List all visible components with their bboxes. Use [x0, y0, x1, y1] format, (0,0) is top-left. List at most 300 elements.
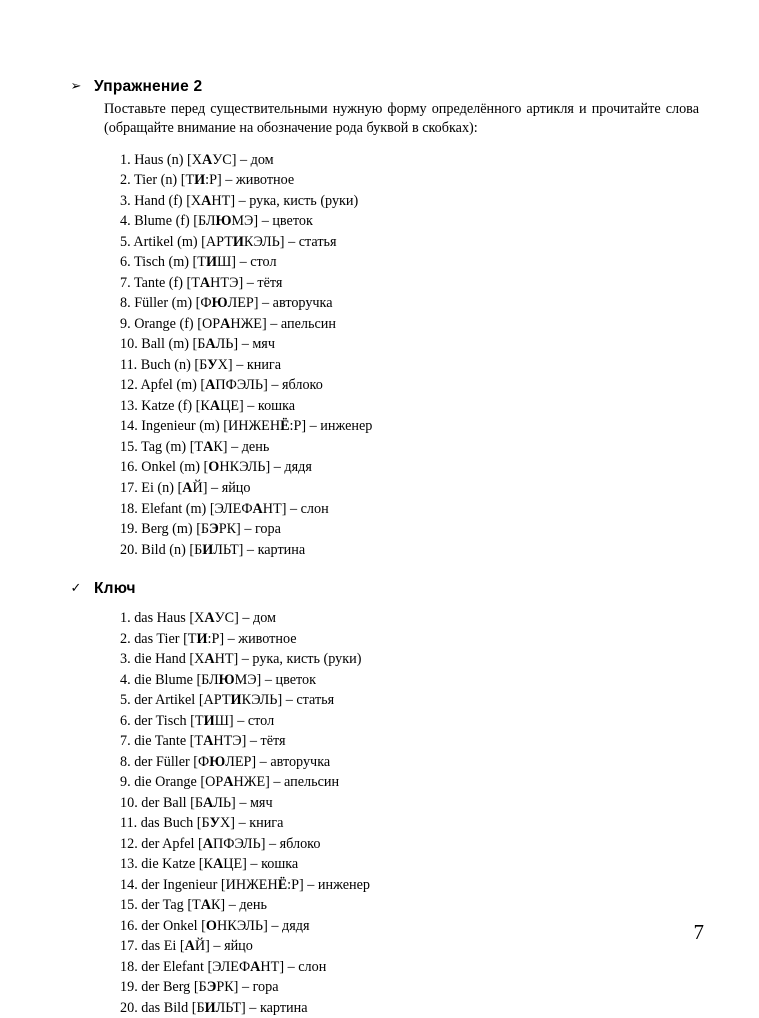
- transcription-post: НТ]: [262, 500, 287, 517]
- item-word: Ei (n): [141, 480, 174, 496]
- item-word: der Berg: [141, 979, 191, 996]
- key-section: [68, 580, 699, 1018]
- transcription-stressed-vowel: А: [184, 938, 195, 955]
- list-item: [120, 273, 699, 294]
- item-translation: тётя: [260, 733, 286, 750]
- item-word: der Onkel: [141, 917, 198, 934]
- item-separator: –: [262, 295, 270, 312]
- item-separator: –: [259, 753, 267, 770]
- transcription-post: Й]: [194, 938, 210, 955]
- item-translation: слон: [300, 500, 329, 517]
- item-number: 6.: [120, 254, 131, 271]
- list-item: [120, 232, 699, 253]
- item-separator: –: [211, 480, 219, 496]
- item-transcription: [193, 336, 239, 352]
- transcription-post: ЛЕР]: [227, 295, 259, 312]
- item-separator: –: [241, 336, 249, 353]
- transcription-pre: [Т: [186, 274, 200, 291]
- item-translation: яблоко: [279, 835, 321, 852]
- item-separator: –: [268, 835, 277, 852]
- key-title: Ключ: [94, 580, 136, 598]
- item-separator: –: [249, 733, 257, 750]
- item-number: 19.: [120, 521, 138, 538]
- transcription-pre: [Б: [196, 521, 210, 538]
- item-transcription: [186, 193, 235, 209]
- transcription-stressed-vowel: А: [204, 651, 215, 668]
- item-word: der Füller: [134, 753, 190, 770]
- item-number: 5.: [120, 233, 131, 250]
- item-word: Tante (f): [133, 274, 183, 291]
- transcription-pre: [К: [195, 397, 210, 414]
- item-transcription: [189, 610, 238, 626]
- item-translation: дядя: [284, 459, 312, 476]
- item-separator: –: [236, 356, 244, 373]
- item-separator: –: [288, 233, 296, 250]
- list-item: [120, 191, 699, 212]
- item-translation: авторучка: [270, 753, 331, 770]
- list-item: [120, 916, 699, 937]
- transcription-stressed-vowel: А: [203, 438, 214, 455]
- transcription-stressed-vowel: И: [230, 692, 242, 709]
- list-item: [120, 211, 699, 232]
- item-translation: яйцо: [221, 480, 251, 496]
- transcription-post: КЭЛЬ]: [241, 692, 283, 709]
- item-number: 1.: [120, 151, 131, 168]
- item-number: 2.: [120, 172, 131, 189]
- item-word: die Katze: [141, 856, 196, 873]
- transcription-pre: [ИНЖЕН: [223, 418, 281, 435]
- item-number: 12.: [120, 377, 138, 394]
- list-item: [120, 396, 699, 417]
- item-number: 14.: [120, 418, 138, 435]
- item-word: Ingenieur (m): [141, 418, 220, 435]
- item-separator: –: [246, 274, 254, 291]
- item-translation: цветок: [275, 671, 316, 688]
- item-translation: инженер: [320, 418, 373, 435]
- transcription-pre: [АРТ: [201, 233, 233, 250]
- item-word: Artikel (m): [133, 233, 198, 250]
- transcription-post: НТЭ]: [210, 274, 244, 291]
- item-transcription: [201, 918, 268, 934]
- item-number: 6.: [120, 712, 131, 729]
- transcription-pre: [Б: [192, 336, 206, 353]
- transcription-stressed-vowel: И: [202, 541, 214, 558]
- item-transcription: [210, 501, 287, 517]
- list-item: [120, 355, 699, 376]
- item-number: 10.: [120, 794, 138, 811]
- transcription-post: ЛЬ]: [213, 794, 236, 811]
- transcription-post: НЖЕ]: [233, 774, 270, 791]
- item-word: Katze (f): [141, 397, 193, 414]
- transcription-stressed-vowel: И: [194, 172, 206, 189]
- item-number: 16.: [120, 917, 138, 934]
- item-word: Orange (f): [134, 315, 194, 332]
- list-item: [120, 895, 699, 916]
- item-word: die Tante: [134, 733, 187, 750]
- item-number: 19.: [120, 979, 138, 996]
- item-transcription: [190, 439, 228, 455]
- transcription-post: НТ]: [260, 958, 285, 975]
- item-word: Blume (f): [134, 213, 190, 230]
- transcription-stressed-vowel: Э: [209, 521, 219, 538]
- item-word: Tier (n): [133, 172, 178, 189]
- list-item: [120, 499, 699, 520]
- item-separator: –: [307, 876, 315, 893]
- item-separator: –: [264, 671, 272, 688]
- item-separator: –: [239, 794, 247, 811]
- item-word: die Blume: [134, 671, 193, 688]
- transcription-post: ЦЕ]: [220, 397, 244, 414]
- item-word: der Ball: [141, 794, 187, 811]
- item-transcription: [196, 521, 241, 537]
- transcription-post: Й]: [192, 480, 208, 496]
- item-translation: день: [239, 897, 267, 914]
- key-item-list: [120, 608, 699, 1018]
- item-separator: –: [231, 438, 239, 455]
- list-item: [120, 711, 699, 732]
- item-number: 9.: [120, 774, 131, 791]
- list-item: [120, 854, 699, 875]
- item-translation: яйцо: [224, 938, 253, 955]
- item-number: 10.: [120, 336, 138, 353]
- item-translation: дядя: [282, 917, 310, 934]
- item-number: 5.: [120, 692, 131, 709]
- transcription-stressed-vowel: А: [204, 610, 215, 627]
- transcription-stressed-vowel: А: [203, 794, 214, 811]
- transcription-pre: [Х: [186, 151, 202, 168]
- item-translation: апельсин: [280, 315, 336, 332]
- exercise-title: Упражнение 2: [94, 78, 203, 95]
- item-transcription: [196, 398, 244, 414]
- transcription-stressed-vowel: У: [207, 356, 218, 373]
- item-transcription: [190, 795, 236, 811]
- list-item: [120, 834, 699, 855]
- transcription-pre: [: [200, 377, 206, 394]
- transcription-stressed-vowel: О: [205, 917, 217, 934]
- transcription-post: НЖЕ]: [230, 315, 267, 332]
- item-number: 8.: [120, 295, 131, 312]
- transcription-pre: [Т: [187, 897, 201, 914]
- transcription-post: ПФЭЛЬ]: [215, 377, 268, 394]
- item-word: das Ei: [141, 938, 177, 955]
- transcription-pre: [: [198, 835, 203, 852]
- list-item: [120, 314, 699, 335]
- item-translation: тётя: [257, 274, 283, 291]
- item-word: Füller (m): [134, 295, 193, 312]
- list-item: [120, 437, 699, 458]
- transcription-pre: [: [177, 480, 183, 496]
- transcription-pre: [Ф: [195, 295, 212, 312]
- list-item: [120, 416, 699, 437]
- item-number: 18.: [120, 500, 138, 517]
- list-item: [120, 649, 699, 670]
- item-number: 9.: [120, 315, 131, 332]
- item-transcription: [201, 234, 284, 250]
- item-transcription: [204, 459, 271, 475]
- arrow-bullet-icon: ➢: [70, 79, 82, 94]
- transcription-pre: [БЛ: [196, 671, 219, 688]
- transcription-stressed-vowel: У: [209, 815, 221, 832]
- transcription-stressed-vowel: Ю: [209, 753, 226, 770]
- transcription-stressed-vowel: И: [204, 999, 216, 1016]
- item-separator: –: [213, 938, 221, 955]
- item-transcription: [196, 672, 261, 688]
- transcription-post: НТЭ]: [213, 733, 247, 750]
- transcription-stressed-vowel: Ю: [211, 295, 228, 312]
- item-separator: –: [238, 192, 246, 209]
- transcription-post: НКЭЛЬ]: [216, 917, 268, 934]
- item-transcription: [187, 152, 236, 168]
- transcription-post: К]: [213, 438, 228, 455]
- item-word: Tag (m): [141, 438, 187, 455]
- exercise-item-list: [120, 150, 699, 560]
- item-translation: картина: [257, 541, 306, 558]
- transcription-stressed-vowel: А: [199, 274, 211, 291]
- item-separator: –: [246, 541, 255, 558]
- item-translation: цветок: [272, 213, 313, 230]
- item-transcription: [187, 275, 244, 291]
- transcription-post: Ш]: [214, 712, 234, 729]
- item-separator: –: [249, 999, 257, 1016]
- transcription-pre: [ОР: [197, 315, 221, 332]
- transcription-stressed-vowel: И: [232, 233, 244, 250]
- item-translation: статья: [296, 692, 335, 709]
- item-word: die Orange: [134, 774, 197, 791]
- item-transcription: [199, 856, 247, 872]
- list-item: [120, 670, 699, 691]
- item-translation: апельсин: [284, 774, 340, 791]
- transcription-pre: [Х: [189, 651, 205, 668]
- item-number: 12.: [120, 835, 138, 852]
- item-transcription: [194, 357, 232, 373]
- list-item: [120, 977, 699, 998]
- transcription-pre: [Т: [183, 630, 197, 647]
- transcription-post: НТ]: [211, 192, 236, 209]
- item-transcription: [200, 774, 269, 790]
- item-number: 1.: [120, 610, 131, 627]
- list-item: [120, 813, 699, 834]
- item-translation: книга: [246, 356, 282, 373]
- item-transcription: [193, 213, 258, 229]
- item-word: das Haus: [134, 610, 186, 627]
- item-separator: –: [242, 610, 250, 627]
- transcription-post: ПФЭЛЬ]: [213, 835, 266, 852]
- item-transcription: [196, 295, 259, 311]
- item-separator: –: [225, 172, 233, 189]
- exercise-instruction: Поставьте перед существительными нужную форму определённого артикля и прочитайте слова (обращайте внимание на обозначение рода буквой в скобках):: [104, 101, 699, 136]
- list-item: [120, 752, 699, 773]
- item-translation: мяч: [252, 336, 275, 353]
- item-number: 13.: [120, 856, 138, 873]
- item-translation: стол: [250, 254, 277, 271]
- item-transcription: [189, 651, 238, 667]
- item-transcription: [178, 480, 208, 496]
- transcription-pre: [Т: [192, 254, 206, 271]
- transcription-post: РК]: [216, 979, 239, 996]
- transcription-post: КЭЛЬ]: [243, 233, 285, 250]
- item-number: 17.: [120, 938, 138, 955]
- item-transcription: [187, 897, 225, 913]
- item-separator: –: [238, 815, 246, 832]
- list-item: [120, 375, 699, 396]
- item-number: 7.: [120, 733, 131, 750]
- list-item: [120, 793, 699, 814]
- transcription-stressed-vowel: И: [203, 712, 215, 729]
- item-number: 17.: [120, 480, 138, 496]
- item-number: 16.: [120, 459, 138, 476]
- transcription-post: ЛЬТ]: [215, 999, 246, 1016]
- item-word: die Hand: [134, 651, 186, 668]
- list-item: [120, 150, 699, 171]
- item-translation: гора: [252, 979, 279, 996]
- item-translation: кошка: [261, 856, 299, 873]
- item-transcription: [193, 754, 256, 770]
- item-number: 11.: [120, 356, 138, 373]
- item-word: der Artikel: [134, 692, 196, 709]
- item-translation: животное: [238, 630, 297, 647]
- item-transcription: [199, 692, 282, 708]
- transcription-stressed-vowel: А: [212, 856, 224, 873]
- item-transcription: [197, 316, 266, 332]
- transcription-post: УС]: [214, 610, 239, 627]
- item-number: 3.: [120, 192, 131, 209]
- item-word: der Apfel: [141, 835, 195, 852]
- transcription-stressed-vowel: А: [250, 958, 261, 975]
- transcription-post: К]: [210, 897, 226, 914]
- key-heading: [68, 580, 699, 598]
- item-separator: –: [241, 651, 249, 668]
- list-item: [120, 457, 699, 478]
- item-word: Bild (n): [141, 541, 186, 558]
- transcription-pre: [Т: [180, 172, 195, 189]
- item-transcription: [181, 172, 222, 188]
- item-separator: –: [240, 151, 248, 168]
- transcription-stressed-vowel: А: [201, 192, 212, 209]
- item-separator: –: [285, 692, 293, 709]
- transcription-post: УС]: [212, 151, 237, 168]
- item-number: 11.: [120, 815, 138, 832]
- exercise-section: [68, 78, 699, 560]
- item-transcription: [192, 1000, 246, 1016]
- transcription-pre: [Б: [189, 541, 203, 558]
- transcription-stressed-vowel: Ё: [280, 418, 290, 435]
- transcription-pre: [Х: [186, 192, 202, 209]
- item-translation: кошка: [257, 397, 296, 414]
- item-transcription: [207, 959, 284, 975]
- transcription-post: НТ]: [214, 651, 239, 668]
- transcription-stressed-vowel: А: [201, 151, 213, 168]
- item-transcription: [221, 877, 304, 893]
- transcription-post: :Р]: [289, 418, 307, 435]
- item-word: Apfel (m): [140, 377, 197, 394]
- item-translation: дом: [250, 151, 274, 168]
- item-separator: –: [227, 630, 235, 647]
- item-translation: статья: [298, 233, 337, 250]
- list-item: [120, 731, 699, 752]
- list-item: [120, 936, 699, 957]
- item-number: 3.: [120, 651, 131, 668]
- list-item: [120, 998, 699, 1018]
- item-word: Hand (f): [134, 192, 183, 209]
- item-translation: яблоко: [281, 377, 323, 394]
- transcription-pre: [ОР: [200, 774, 224, 791]
- list-item: [120, 772, 699, 793]
- item-transcription: [193, 254, 237, 270]
- transcription-stressed-vowel: И: [205, 254, 217, 271]
- transcription-pre: [: [203, 459, 209, 476]
- item-separator: –: [247, 397, 255, 414]
- item-word: der Ingenieur: [141, 876, 218, 893]
- list-item: [120, 293, 699, 314]
- transcription-stressed-vowel: О: [208, 459, 220, 476]
- transcription-post: ЛЬ]: [215, 336, 239, 353]
- item-transcription: [183, 631, 224, 647]
- item-translation: авторучка: [272, 295, 333, 312]
- transcription-pre: [: [179, 938, 185, 955]
- transcription-stressed-vowel: А: [203, 733, 214, 750]
- item-word: Buch (n): [140, 356, 191, 373]
- item-number: 20.: [120, 541, 138, 558]
- item-translation: рука, кисть (руки): [249, 192, 359, 209]
- item-separator: –: [271, 917, 279, 934]
- transcription-pre: [АРТ: [198, 692, 231, 709]
- item-word: Onkel (m): [141, 459, 200, 476]
- item-number: 15.: [120, 438, 138, 455]
- item-number: 4.: [120, 213, 131, 230]
- item-transcription: [189, 542, 243, 558]
- item-separator: –: [270, 315, 278, 332]
- item-translation: инженер: [317, 876, 371, 893]
- item-number: 14.: [120, 876, 138, 893]
- item-transcription: [190, 733, 247, 749]
- item-transcription: [190, 713, 234, 729]
- item-word: Tisch (m): [133, 254, 189, 271]
- transcription-stressed-vowel: А: [223, 774, 234, 791]
- item-word: das Bild: [141, 999, 189, 1016]
- transcription-post: ЛЕР]: [225, 753, 257, 770]
- transcription-stressed-vowel: А: [252, 500, 263, 517]
- item-word: das Tier: [134, 630, 180, 647]
- item-number: 20.: [120, 999, 138, 1016]
- list-item: [120, 252, 699, 273]
- transcription-pre: [Т: [190, 712, 204, 729]
- transcription-pre: [Б: [196, 815, 210, 832]
- transcription-post: Х]: [217, 356, 233, 373]
- item-separator: –: [261, 213, 269, 230]
- item-translation: картина: [259, 999, 308, 1016]
- item-translation: дом: [253, 610, 277, 627]
- item-translation: рука, кисть (руки): [252, 651, 362, 668]
- list-item: [120, 519, 699, 540]
- item-transcription: [194, 979, 239, 995]
- list-item: [120, 690, 699, 711]
- transcription-post: Ш]: [217, 254, 237, 271]
- item-transcription: [197, 815, 235, 831]
- transcription-post: Х]: [220, 815, 236, 832]
- transcription-pre: [ИНЖЕН: [220, 876, 278, 893]
- item-transcription: [180, 938, 210, 954]
- item-transcription: [198, 836, 265, 852]
- item-separator: –: [228, 897, 236, 914]
- item-word: Ball (m): [141, 336, 189, 353]
- transcription-pre: [К: [198, 856, 213, 873]
- transcription-pre: [Б: [193, 979, 207, 996]
- item-translation: животное: [235, 172, 295, 189]
- transcription-pre: [: [201, 917, 206, 934]
- item-word: der Elefant: [141, 958, 204, 975]
- list-item: [120, 608, 699, 629]
- item-separator: –: [287, 958, 295, 975]
